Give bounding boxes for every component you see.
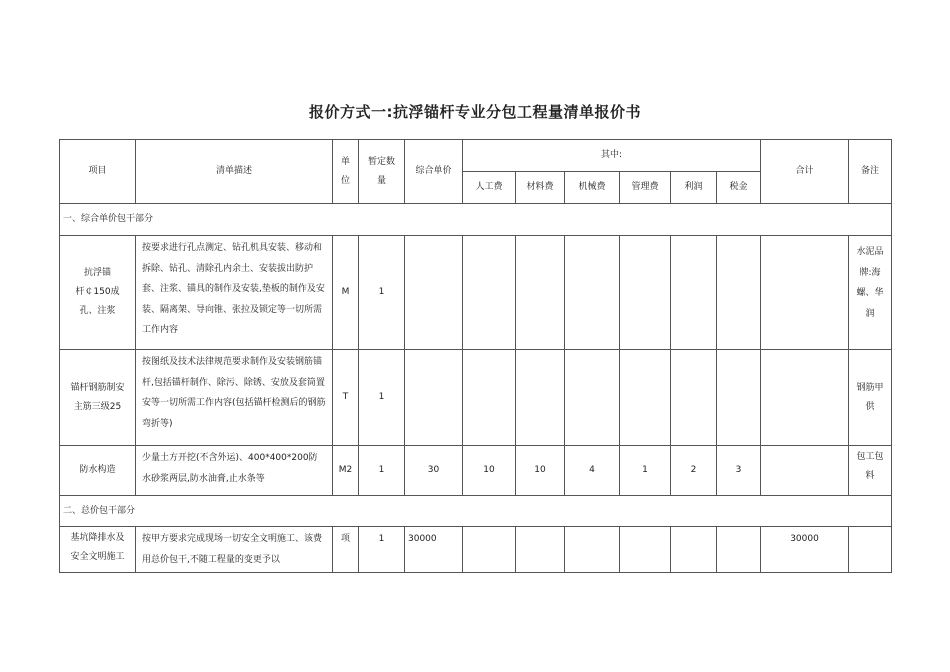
profit-cell	[671, 527, 717, 573]
header-unit-price: 综合单价	[405, 140, 463, 204]
qty-cell: 1	[359, 446, 405, 496]
management-cell	[620, 527, 671, 573]
remark-cell	[849, 527, 892, 573]
desc-cell: 按图纸及技术法律规范要求制作及安装钢筋锚杆,包括锚杆制作、除污、除锈、安放及套筒置安等一切所需工作内容(包括锚杆检测后的钢筋弯折等)	[136, 350, 333, 446]
header-management: 管理费	[620, 172, 671, 204]
profit-cell	[671, 236, 717, 350]
material-cell: 10	[516, 446, 565, 496]
desc-cell: 少量土方开挖(不含外运)、400*400*200防水砂浆两层,防水油膏,止水条等	[136, 446, 333, 496]
unit-cell: 项	[333, 527, 359, 573]
total-cell	[761, 446, 849, 496]
section-row-2	[60, 496, 892, 527]
header-unit: 单 位	[333, 140, 359, 204]
quotation-table	[59, 139, 892, 573]
header-desc: 清单描述	[136, 140, 333, 204]
header-profit: 利润	[671, 172, 717, 204]
unit-cell: T	[333, 350, 359, 446]
unit-price-cell	[405, 236, 463, 350]
material-cell	[516, 527, 565, 573]
machine-cell: 4	[565, 446, 620, 496]
tax-cell	[717, 236, 761, 350]
total-cell	[761, 236, 849, 350]
header-qty: 暂定数 量	[359, 140, 405, 204]
remark-cell: 包工包 料	[849, 446, 892, 496]
unit-cell: M2	[333, 446, 359, 496]
machine-cell	[565, 350, 620, 446]
qty-cell: 1	[359, 350, 405, 446]
desc-cell: 按甲方要求完成现场一切安全文明施工、该费用总价包干,不随工程量的变更予以	[136, 527, 333, 573]
section-row-1	[60, 204, 892, 236]
item-cell: 基坑降排水及 安全文明施工	[60, 527, 136, 573]
header-material: 材料费	[516, 172, 565, 204]
machine-cell	[565, 236, 620, 350]
profit-cell	[671, 350, 717, 446]
table-row	[60, 236, 892, 350]
qty-cell: 1	[359, 236, 405, 350]
tax-cell: 3	[717, 446, 761, 496]
remark-cell: 钢筋甲 供	[849, 350, 892, 446]
table-row	[60, 350, 892, 446]
labor-cell	[463, 350, 516, 446]
section-label: 二、总价包干部分	[60, 496, 892, 527]
labor-cell: 10	[463, 446, 516, 496]
header-machine: 机械费	[565, 172, 620, 204]
unit-price-cell: 30	[405, 446, 463, 496]
header-row	[60, 140, 892, 172]
unit-price-cell	[405, 350, 463, 446]
header-item: 项目	[60, 140, 136, 204]
labor-cell	[463, 236, 516, 350]
material-cell	[516, 236, 565, 350]
page-title: 报价方式一:抗浮锚杆专业分包工程量清单报价书	[308, 103, 641, 121]
management-cell: 1	[620, 446, 671, 496]
tax-cell	[717, 527, 761, 573]
table-row	[60, 527, 892, 573]
item-cell: 锚杆钢筋制安 主筋三级25	[60, 350, 136, 446]
remark-cell: 水泥品 牌:海 螺、华 润	[849, 236, 892, 350]
machine-cell	[565, 527, 620, 573]
item-cell: 防水构造	[60, 446, 136, 496]
material-cell	[516, 350, 565, 446]
tax-cell	[717, 350, 761, 446]
management-cell	[620, 350, 671, 446]
labor-cell	[463, 527, 516, 573]
header-of-which: 其中:	[463, 140, 761, 172]
header-remark: 备注	[849, 140, 892, 204]
header-labor: 人工费	[463, 172, 516, 204]
desc-cell: 按要求进行孔点测定、钻孔机具安装、移动和拆除、钻孔、清除孔内余土、安装拔出防护套、注浆、锚具的制作及安装,垫板的制作及安装、隔离架、导向锥、张拉及锁定等一切所需工作内容	[136, 236, 333, 350]
table-row	[60, 446, 892, 496]
qty-cell: 1	[359, 527, 405, 573]
profit-cell: 2	[671, 446, 717, 496]
unit-cell: M	[333, 236, 359, 350]
total-cell: 30000	[761, 527, 849, 573]
section-label: 一、综合单价包干部分	[60, 204, 892, 236]
item-cell: 抗浮锚 杆￠150成 孔、注浆	[60, 236, 136, 350]
header-tax: 税金	[717, 172, 761, 204]
management-cell	[620, 236, 671, 350]
total-cell	[761, 350, 849, 446]
header-total: 合计	[761, 140, 849, 204]
unit-price-cell: 30000	[405, 527, 463, 573]
